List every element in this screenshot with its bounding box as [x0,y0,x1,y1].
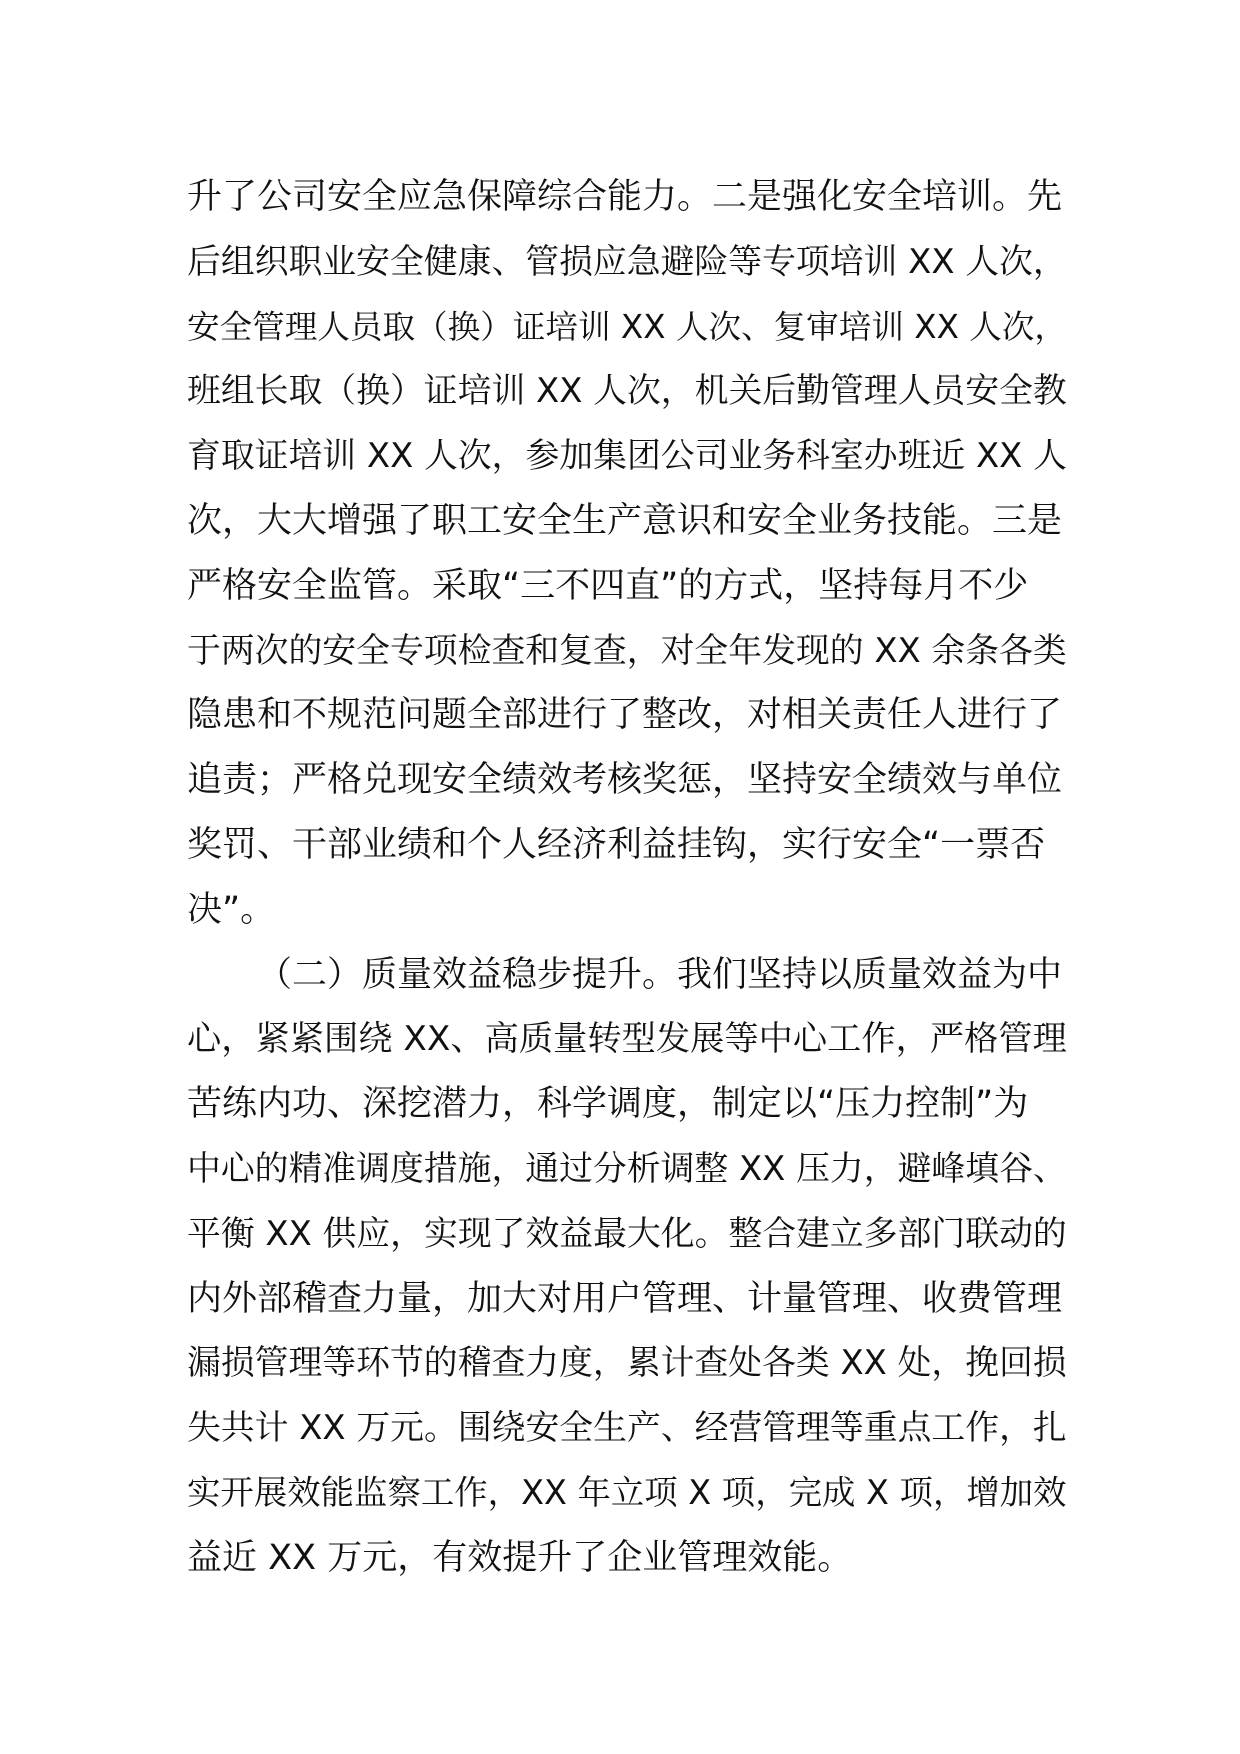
text-line: 失共计 XX 万元。围绕安全生产、经营管理等重点工作，扎 [187,1408,1067,1448]
text-line: 内外部稽查力量，加大对用户管理、计量管理、收费管理 [187,1278,1063,1319]
text-line: 决”。 [187,889,276,930]
body-text [187,165,1067,1591]
text-line: 次，大大增强了职工安全生产意识和安全业务技能。三是 [187,500,1063,541]
text-line: 心，紧紧围绕 XX、高质量转型发展等中心工作，严格管理 [187,1019,1067,1060]
text-line: 班组长取（换）证培训 XX 人次，机关后勤管理人员安全教 [187,371,1067,411]
text-line: 平衡 XX 供应，实现了效益最大化。整合建立多部门联动的 [187,1213,1067,1253]
text-line: 漏损管理等环节的稽查力度，累计查处各类 XX 处，挽回损 [187,1343,1067,1383]
text-line: 奖罚、干部业绩和个人经济利益挂钩，实行安全“一票否 [187,824,1046,865]
text-line: 实开展效能监察工作，XX 年立项 X 项，完成 X 项，增加效 [187,1472,1067,1512]
text-line: 安全管理人员取（换）证培训 XX 人次、复审培训 XX 人次， [187,307,1067,346]
text-line: 隐患和不规范问题全部进行了整改，对相关责任人进行了 [187,695,1063,736]
text-line: 中心的精准调度措施，通过分析调整 XX 压力，避峰填谷、 [187,1148,1067,1188]
text-line: 益近 XX 万元，有效提升了企业管理效能。 [187,1537,853,1578]
text-line: 后组织职业安全健康、管损应急避险等专项培训 XX 人次， [187,241,1067,281]
section-heading-line: （二）质量效益稳步提升。我们坚持以质量效益为中 [257,954,1063,995]
text-line: 苦练内功、深挖潜力，科学调度，制定以“压力控制”为 [187,1084,1029,1125]
text-line: 于两次的安全专项检查和复查，对全年发现的 XX 余条各类 [187,630,1067,670]
text-line: 追责；严格兑现安全绩效考核奖惩，坚持安全绩效与单位 [187,760,1063,801]
text-line: 升了公司安全应急保障综合能力。二是强化安全培训。先 [187,177,1063,217]
text-line: 育取证培训 XX 人次，参加集团公司业务科室办班近 XX 人 [187,436,1067,476]
text-line: 严格安全监管。采取“三不四直”的方式，坚持每月不少 [187,565,1029,606]
